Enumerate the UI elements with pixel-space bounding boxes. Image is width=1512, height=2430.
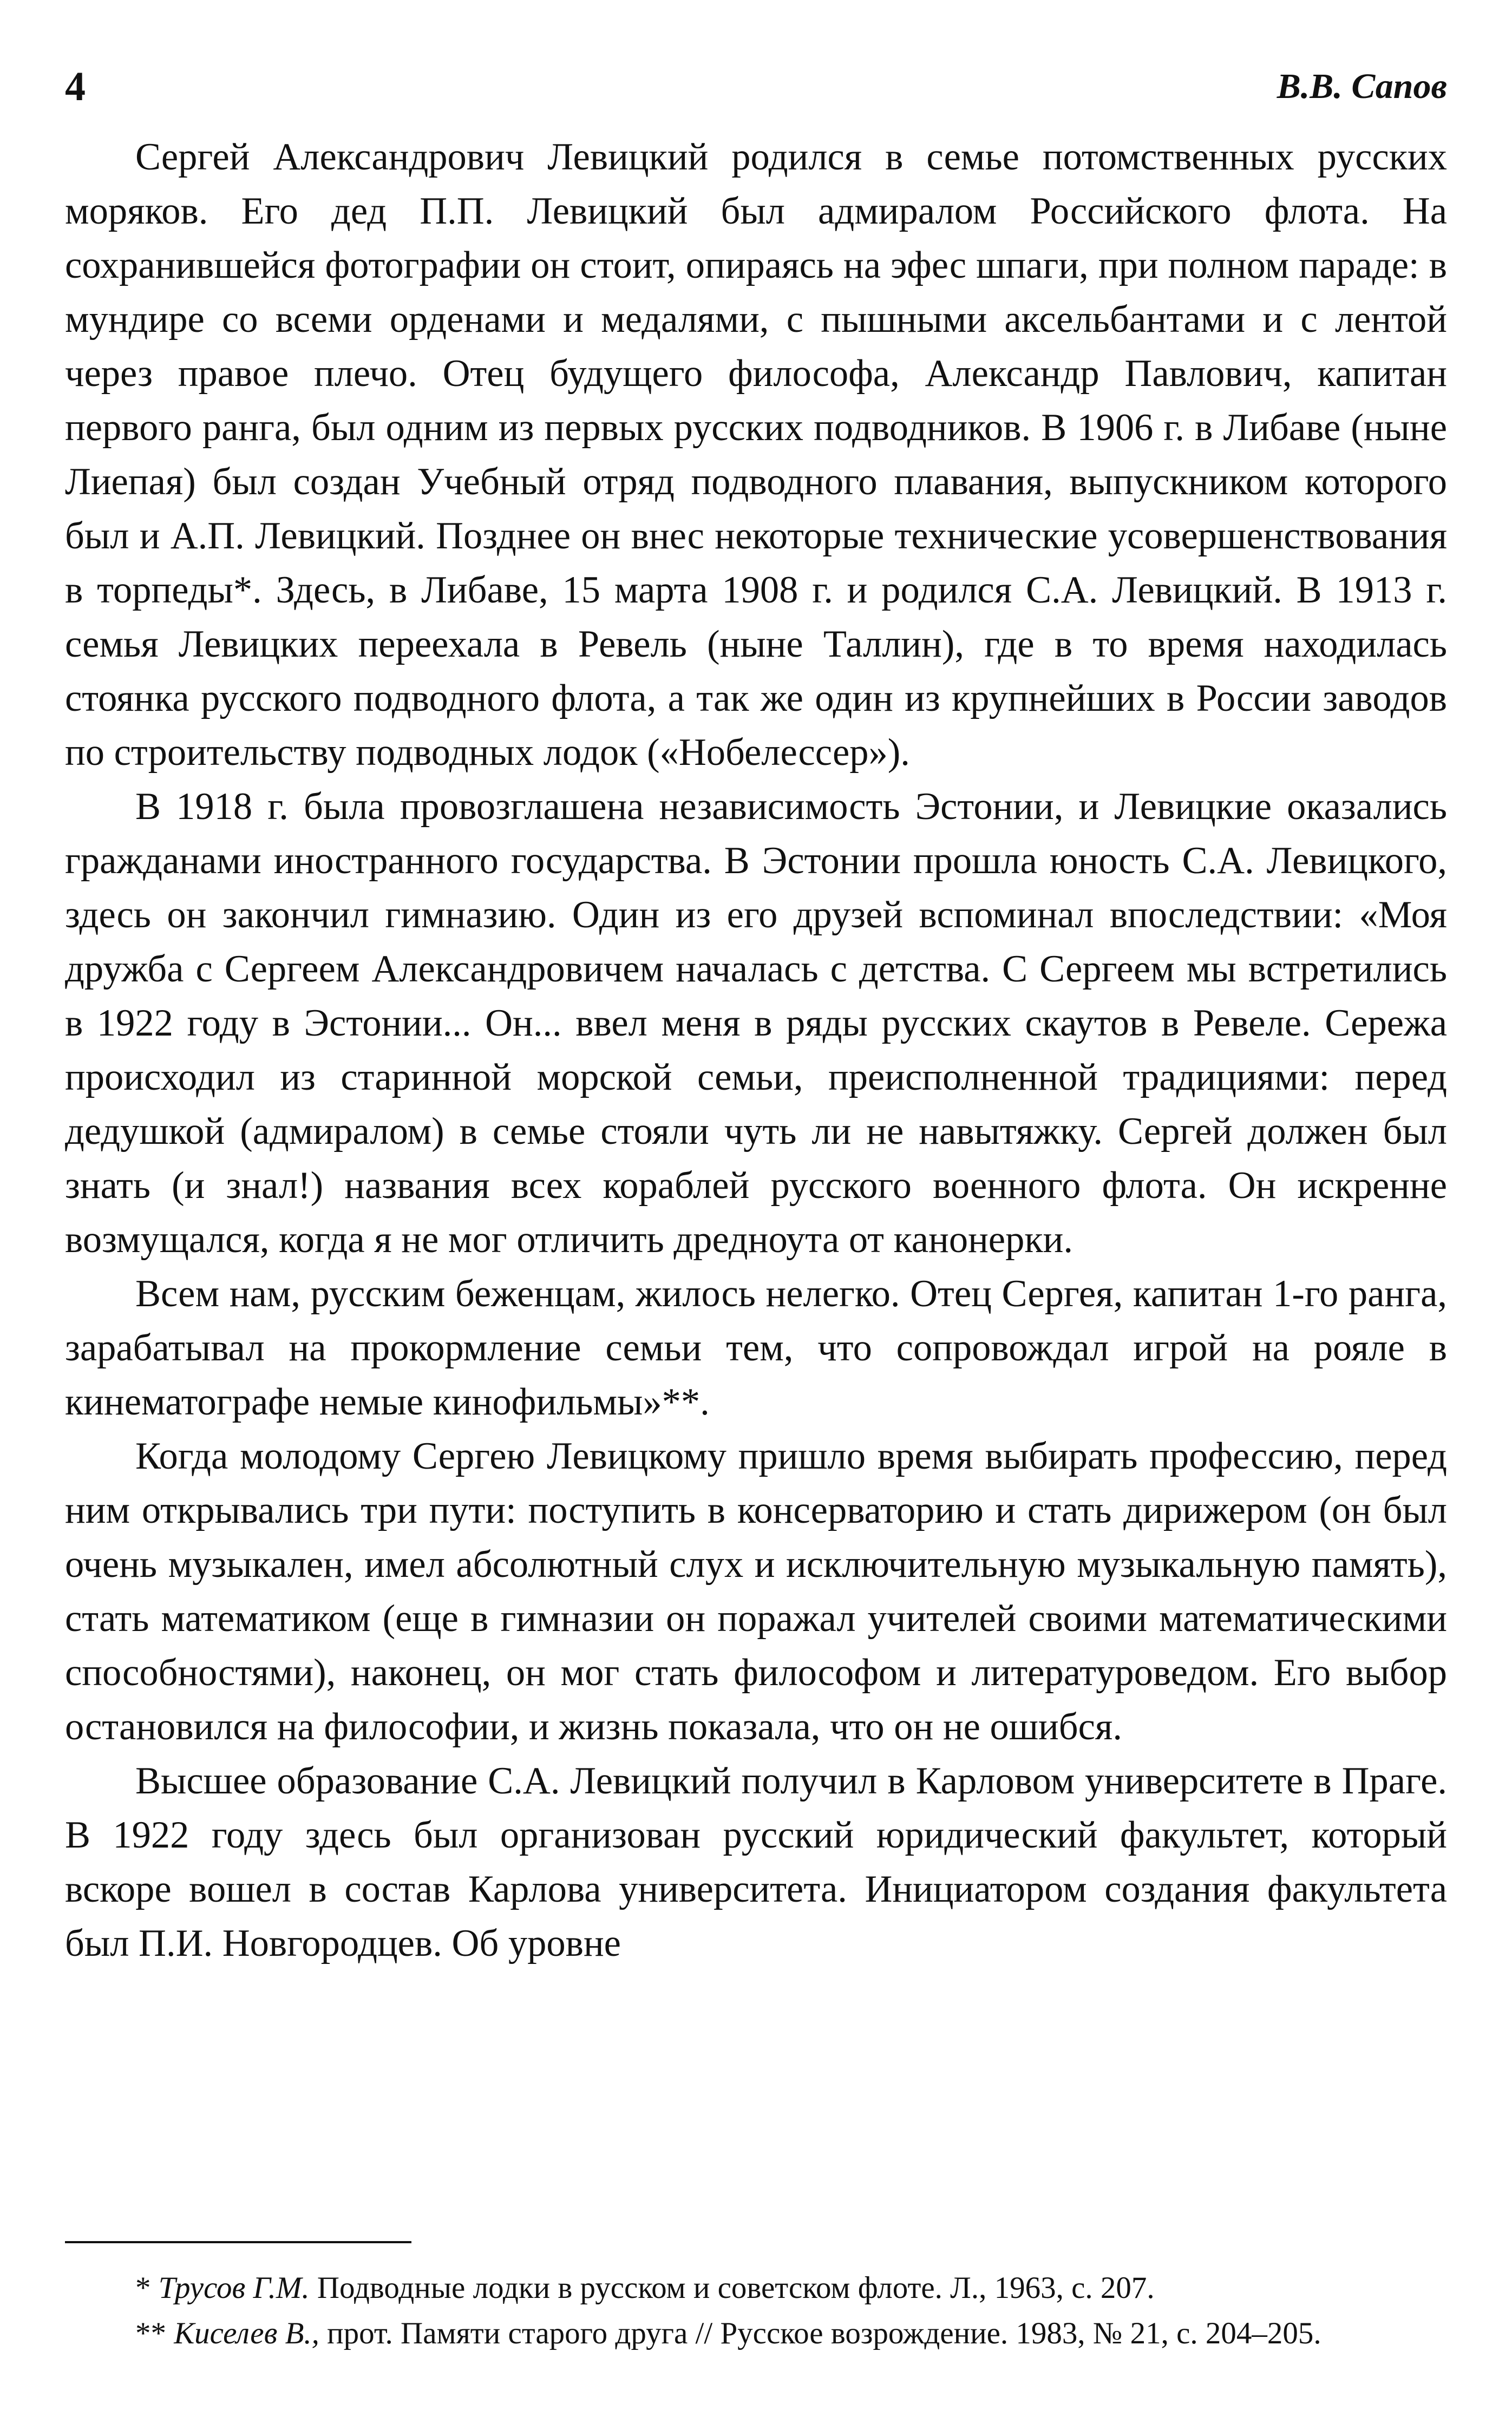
- paragraph: В 1918 г. была провозглашена независимость Эстонии, и Левицкие оказались гражданами иностранного государства. В Эстонии прошла юность С.А. Левицкого, здесь он закончил гимназию. Один из его друзей вспоминал впоследствии: «Моя дружба с Сергеем Александровичем началась с детства. С Сергеем мы встретились в 1922 году в Эстонии... Он... ввел меня в ряды русских скаутов в Ревеле. Сережа происходил из старинной морской семьи, преисполненной традициями: перед дедушкой (адмиралом) в семье стояли чуть ли не навытяжку. Сергей должен был знать (и знал!) названия всех кораблей русского военного флота. Он искренне возмущался, когда я не мог отличить дредноута от канонерки.: [65, 785, 1447, 1261]
- footnote-author: Киселев В.,: [174, 2316, 319, 2350]
- footnotes: [65, 2265, 1447, 2356]
- footnote-divider: [65, 2241, 411, 2243]
- book-page: [65, 62, 1447, 2390]
- page-number: 4: [65, 64, 86, 109]
- paragraph: Всем нам, русским беженцам, жилось нелегко. Отец Сергея, капитан 1-го ранга, зарабатывал на прокормление семьи тем, что сопровождал игрой на рояле в кинематографе немые кинофильмы»**.: [65, 1273, 1447, 1423]
- paragraph: Когда молодому Сергею Левицкому пришло время выбирать профессию, перед ним открывались три пути: поступить в консерваторию и стать дирижером (он был очень музыкален, имел абсолютный слух и исключительную музыкальную память), стать математиком (еще в гимназии он поражал учителей своими математическими способностями), наконец, он мог стать философом и литературоведом. Его выбор остановился на философии, и жизнь показала, что он не ошибся.: [65, 1435, 1447, 1748]
- body-text: [65, 130, 1447, 1970]
- footnote: [65, 2311, 1447, 2356]
- page-header: [65, 62, 1447, 122]
- footnote-marker: **: [135, 2316, 166, 2350]
- footnote-text: Подводные лодки в русском и советском флоте. Л., 1963, с. 207.: [317, 2271, 1155, 2305]
- footnote: [65, 2265, 1447, 2311]
- footnote-text: прот. Памяти старого друга // Русское возрождение. 1983, № 21, с. 204–205.: [327, 2316, 1321, 2350]
- footnote-author: Трусов Г.М.: [158, 2271, 310, 2305]
- running-head: В.В. Сапов: [1277, 67, 1447, 106]
- footnote-marker: *: [135, 2271, 151, 2305]
- paragraph: Высшее образование С.А. Левицкий получил в Карловом университете в Праге. В 1922 году здесь был организован русский юридический факультет, который вскоре вошел в состав Карлова университета. Инициатором создания факультета был П.И. Новгородцев. Об уровне: [65, 1760, 1447, 1964]
- paragraph: Сергей Александрович Левицкий родился в семье потомственных русских моряков. Его дед П.П. Левицкий был адмиралом Российского флота. На сохранившейся фотографии он стоит, опираясь на эфес шпаги, при полном параде: в мундире со всеми орденами и медалями, с пышными аксельбантами и с лентой через правое плечо. Отец будущего философа, Александр Павлович, капитан первого ранга, был одним из первых русских подводников. В 1906 г. в Либаве (ныне Лиепая) был создан Учебный отряд подводного плавания, выпускником которого был и А.П. Левицкий. Позднее он внес некоторые технические усовершенствования в торпеды*. Здесь, в Либаве, 15 марта 1908 г. и родился С.А. Левицкий. В 1913 г. семья Левицких переехала в Ревель (ныне Таллин), где в то время находилась стоянка русского подводного флота, а так же один из крупнейших в России заводов по строительству подводных лодок («Нобелессер»).: [65, 136, 1447, 774]
